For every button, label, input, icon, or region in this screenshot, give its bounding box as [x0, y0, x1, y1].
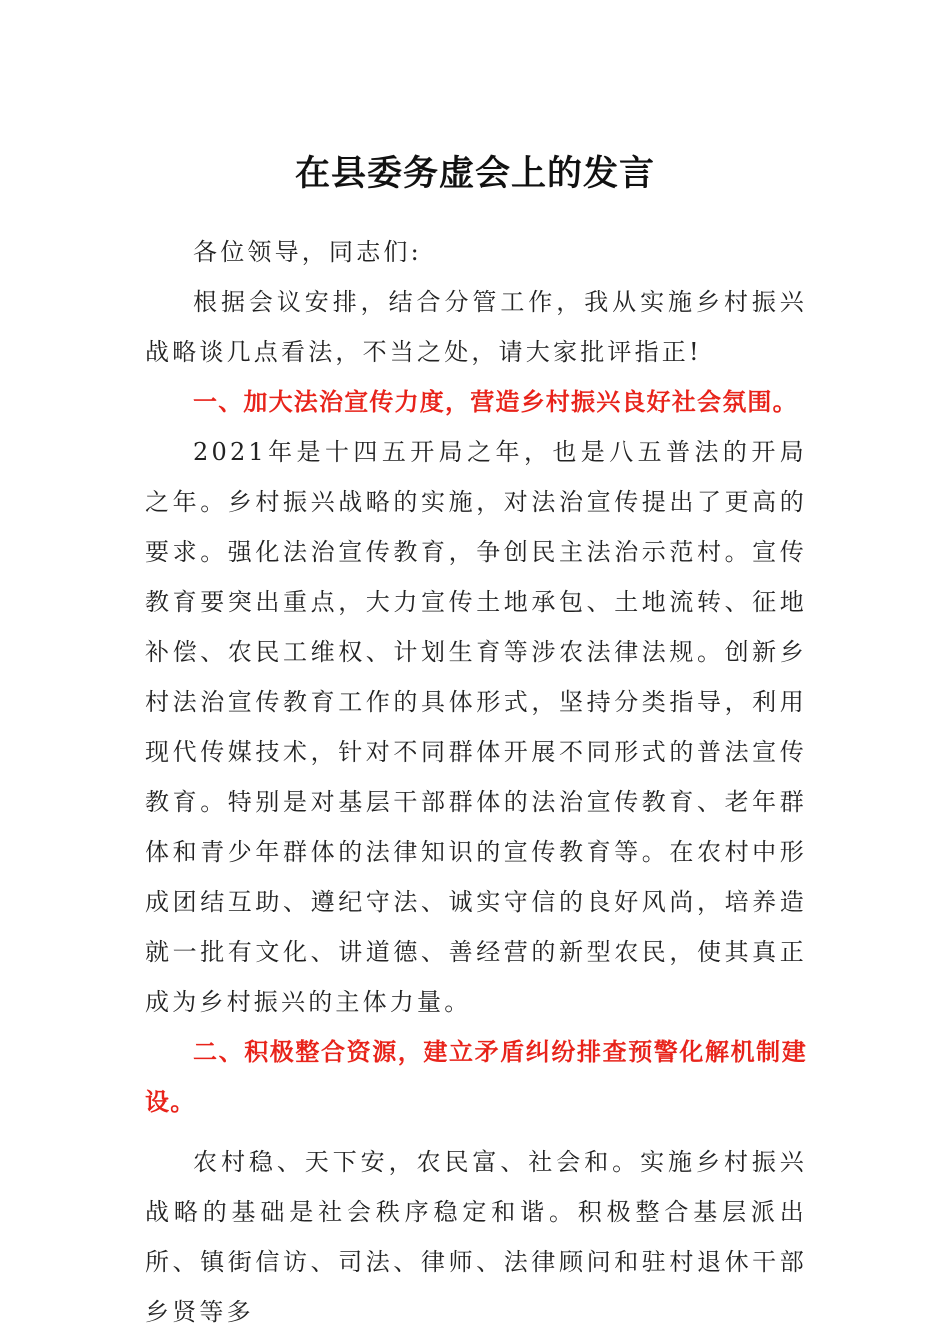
- document-title: 在县委务虚会上的发言: [294, 153, 655, 194]
- section-2-heading: 二、积极整合资源，建立矛盾纠纷排查预警化解机制建设。: [145, 1038, 807, 1116]
- document-body: [145, 227, 807, 1337]
- intro-paragraph: 根据会议安排，结合分管工作，我从实施乡村振兴战略谈几点看法，不当之处，请大家批评指正!: [145, 288, 807, 366]
- salutation: 各位领导，同志们:: [193, 238, 422, 266]
- section-1-heading: 一、加大法治宣传力度，营造乡村振兴良好社会氛围。: [193, 388, 798, 416]
- section-1-paragraph: 2021年是十四五开局之年，也是八五普法的开局之年。乡村振兴战略的实施，对法治宣传提出了更高的要求。强化法治宣传教育，争创民主法治示范村。宣传教育要突出重点，大力宣传土地承包、土地流转、征地补偿、农民工维权、计划生育等涉农法律法规。创新乡村法治宣传教育工作的具体形式，坚持分类指导，利用现代传媒技术，针对不同群体开展不同形式的普法宣传教育。特别是对基层干部群体的法治宣传教育、老年群体和青少年群体的法律知识的宣传教育等。在农村中形成团结互助、遵纪守法、诚实守信的良好风尚，培养造就一批有文化、讲道德、善经营的新型农民，使其真正成为乡村振兴的主体力量。: [145, 438, 807, 1016]
- section-2-paragraph: 农村稳、天下安，农民富、社会和。实施乡村振兴战略的基础是社会秩序稳定和谐。积极整合基层派出所、镇街信访、司法、律师、法律顾问和驻村退休干部乡贤等多: [145, 1148, 807, 1326]
